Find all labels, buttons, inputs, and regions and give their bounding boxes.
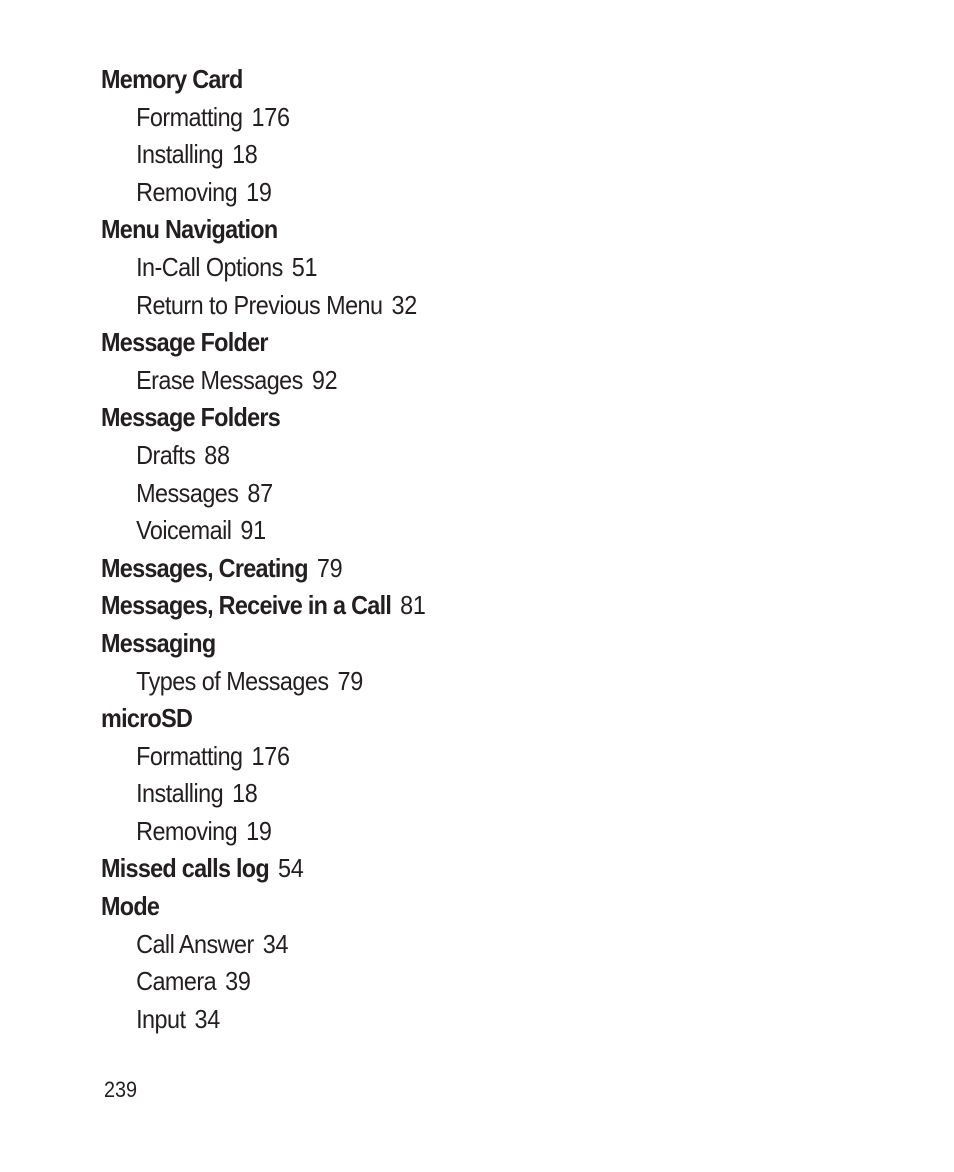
index-subentry <box>101 512 426 550</box>
index-term: Types of Messages <box>136 665 329 696</box>
index-term: Messages, Receive in a Call <box>101 590 392 621</box>
index-subentry <box>101 362 426 400</box>
index-page-ref: 51 <box>291 251 318 282</box>
index-page-ref: 81 <box>400 590 426 621</box>
index-subentry <box>101 174 426 212</box>
index-subentry <box>101 287 426 325</box>
index-entry <box>101 700 426 738</box>
index-page-ref: 79 <box>337 665 364 696</box>
index-subentry <box>101 813 426 851</box>
index-page-ref: 39 <box>225 966 251 997</box>
index-page-ref: 88 <box>204 439 230 470</box>
index-entry <box>101 888 426 926</box>
index-term: microSD <box>101 703 193 734</box>
index-term: Missed calls log <box>101 853 269 884</box>
index-page-ref: 87 <box>247 477 273 508</box>
index-page-ref: 79 <box>316 552 343 583</box>
index-page-ref: 34 <box>194 1003 220 1034</box>
index-term: Call Answer <box>136 928 254 959</box>
index-term: Camera <box>136 966 217 997</box>
index-term: Removing <box>136 815 238 846</box>
index-term: Messages, Creating <box>101 552 308 583</box>
index-term: Message Folder <box>101 327 268 358</box>
page-number: 239 <box>104 1077 138 1102</box>
index-subentry <box>101 926 426 964</box>
index-page-ref: 19 <box>246 815 272 846</box>
index-subentry <box>101 475 426 513</box>
index-page-ref: 176 <box>251 740 290 771</box>
index-subentry <box>101 738 426 776</box>
index-entry <box>101 211 426 249</box>
index-term: Messages <box>136 477 239 508</box>
index-term: In-Call Options <box>136 251 283 282</box>
index-entry <box>101 625 426 663</box>
index-page-ref: 18 <box>232 139 258 170</box>
index-term: Installing <box>136 778 224 809</box>
index-page-ref: 54 <box>277 853 304 884</box>
index-term: Input <box>136 1003 186 1034</box>
index-term: Message Folders <box>101 402 281 433</box>
index-page-ref: 18 <box>232 778 258 809</box>
index-entry <box>101 324 426 362</box>
index-entry <box>101 587 426 625</box>
index-page-ref: 34 <box>262 928 289 959</box>
index-page-ref: 91 <box>240 515 266 546</box>
index-subentry <box>101 249 426 287</box>
index-list <box>101 61 462 1038</box>
index-term: Return to Previous Menu <box>136 289 383 320</box>
index-term: Messaging <box>101 627 216 658</box>
index-term: Menu Navigation <box>101 214 278 245</box>
index-entry <box>101 399 426 437</box>
index-term: Drafts <box>136 439 196 470</box>
index-term: Memory Card <box>101 64 243 94</box>
index-subentry <box>101 663 426 701</box>
index-term: Installing <box>136 139 224 170</box>
index-entry <box>101 550 426 588</box>
index-subentry <box>101 775 426 813</box>
index-term: Formatting <box>136 101 243 132</box>
index-term: Erase Messages <box>136 364 303 395</box>
index-term: Removing <box>136 176 238 207</box>
index-subentry <box>101 963 426 1001</box>
index-page-ref: 19 <box>246 176 272 207</box>
index-term: Voicemail <box>136 515 232 546</box>
index-subentry <box>101 99 426 137</box>
index-term: Formatting <box>136 740 243 771</box>
index-page-ref: 32 <box>391 289 418 320</box>
index-term: Mode <box>101 891 160 922</box>
index-page-ref: 176 <box>251 101 290 132</box>
index-subentry <box>101 136 426 174</box>
index-entry <box>101 850 426 888</box>
index-page-ref: 92 <box>311 364 338 395</box>
index-entry <box>101 61 426 99</box>
index-subentry <box>101 437 426 475</box>
index-subentry <box>101 1001 426 1039</box>
